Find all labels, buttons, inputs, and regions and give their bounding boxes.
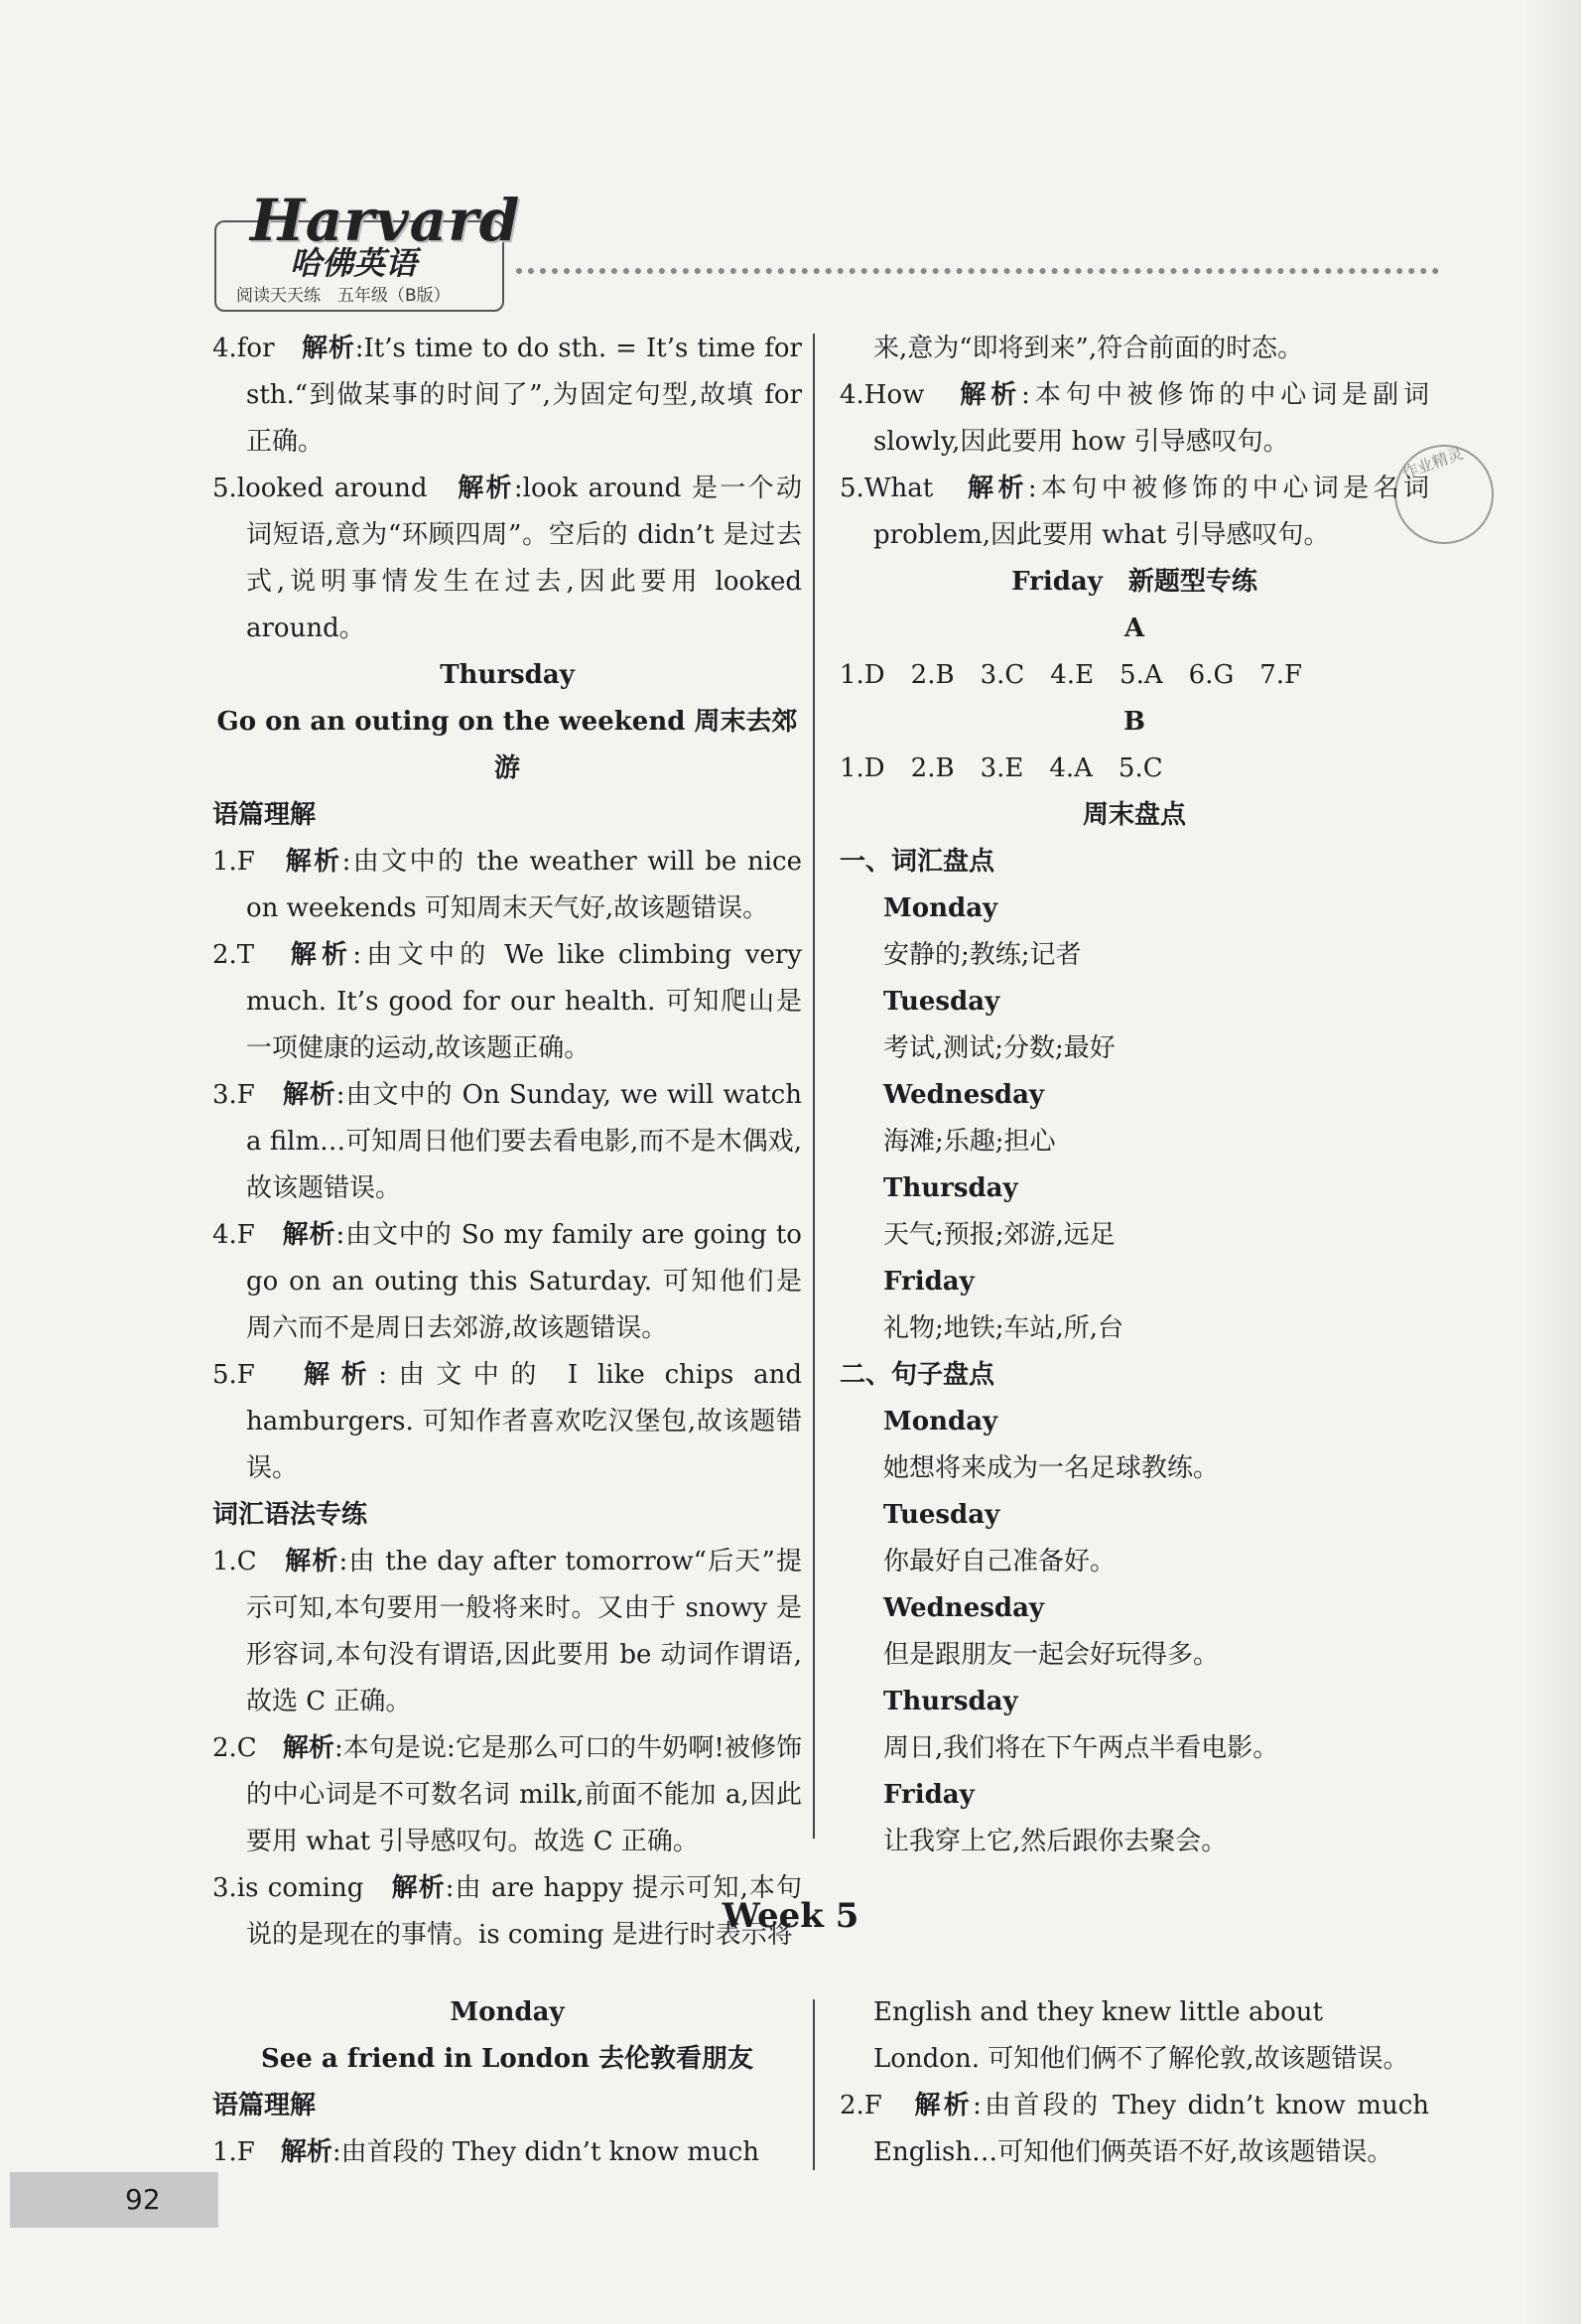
review-day: Tuesday: [883, 1500, 1000, 1530]
part-label: B: [1123, 707, 1145, 737]
answer-item: 3.is coming 解析:由 are happy 提示可知,本句说的是现在的事情。is coming 是进行时表示将: [212, 1873, 802, 1950]
review-day: Wednesday: [883, 1593, 1045, 1623]
brand-title: Harvard: [250, 187, 521, 254]
section-heading: 一、词汇盘点: [840, 847, 995, 877]
answer-item: 4.for 解析:It’s time to do sth. = It’s time for sth.“到做某事的时间了”,为固定句型,故填 for 正确。: [212, 334, 802, 457]
answer-item: 1.F 解析:由文中的 the weather will be nice on weekends 可知周末天气好,故该题错误。: [212, 847, 802, 923]
review-day: Tuesday: [883, 987, 1000, 1017]
section-heading: 二、句子盘点: [840, 1360, 995, 1390]
review-text: 她想将来成为一名足球教练。: [883, 1453, 1220, 1483]
review-day: Wednesday: [883, 1080, 1045, 1110]
brand-chinese-title: 哈佛英语: [290, 244, 418, 282]
brand-subtitle: 阅读天天练 五年级（B版）: [236, 286, 451, 306]
answer-item: 5.F 解析:由文中的 I like chips and hamburgers. 可知作者喜欢吃汉堡包,故该题错误。: [212, 1360, 802, 1483]
answer-item: 1.C 解析:由 the day after tomorrow“后天”提示可知,本句要用一般将来时。又由于 snowy 是形容词,本句没有谓语,因此要用 be 动词作谓语,故选 C 正确。: [212, 1547, 802, 1716]
answer-item: 2.C 解析:本句是说:它是那么可口的牛奶啊!被修饰的中心词是不可数名词 milk,前面不能加 a,因此要用 what 引导感叹句。故选 C 正确。: [212, 1733, 803, 1856]
page-number: 92: [10, 2172, 218, 2228]
answer-row: 1.D 2.B 3.E 4.A 5.C: [840, 753, 1163, 783]
answer-item: 3.F 解析:由文中的 On Sunday, we will watch a film…可知周日他们要去看电影,而不是木偶戏,故该题错误。: [212, 1080, 802, 1203]
day-heading: Monday: [450, 1997, 565, 2027]
review-text: 考试,测试;分数;最好: [883, 1033, 1116, 1063]
review-day: Thursday: [883, 1173, 1018, 1203]
passage-title: See a friend in London 去伦敦看朋友: [260, 2044, 754, 2074]
column-divider: [813, 334, 815, 1839]
review-text: 但是跟朋友一起会好玩得多。: [883, 1640, 1220, 1670]
header-dotted-rule: [516, 268, 1439, 274]
review-day: Monday: [883, 893, 998, 923]
answer-continuation: English and they knew little about London. 可知他们俩不了解伦敦,故该题错误。: [873, 1997, 1409, 2074]
left-column: [212, 326, 802, 1959]
review-day: Monday: [883, 1407, 998, 1436]
review-text: 天气;预报;郊游,远足: [883, 1220, 1116, 1250]
section-heading: 语篇理解: [212, 2091, 317, 2120]
right-column: [840, 326, 1429, 1865]
section-heading: 词汇语法专练: [212, 1500, 368, 1530]
review-text: 礼物;地铁;车站,所,台: [883, 1313, 1124, 1343]
bottom-right-column: [840, 1989, 1429, 2176]
part-label: A: [1123, 614, 1145, 643]
day-heading: Friday 新题型专练: [1011, 567, 1257, 597]
page-edge-shadow: [1525, 0, 1581, 2324]
watermark-stamp: 作业精灵: [1381, 431, 1508, 558]
review-text: 安静的;教练;记者: [883, 940, 1082, 970]
review-text: 你最好自己准备好。: [883, 1547, 1117, 1576]
section-heading: 语篇理解: [212, 800, 317, 830]
review-heading: 周末盘点: [1082, 800, 1186, 830]
review-day: Friday: [883, 1780, 975, 1810]
answer-row: 1.D 2.B 3.C 4.E 5.A 6.G 7.F: [840, 660, 1303, 690]
review-day: Friday: [883, 1267, 975, 1297]
week-heading: Week 5: [722, 1896, 859, 1936]
answer-item: 4.How 解析:本句中被修饰的中心词是副词 slowly,因此要用 how 引导感叹句。: [840, 380, 1430, 457]
answer-item: 5.looked around 解析:look around 是一个动词短语,意为“环顾四周”。空后的 didn’t 是过去式,说明事情发生在过去,因此要用 looked around。: [212, 474, 802, 643]
review-day: Thursday: [883, 1687, 1018, 1716]
passage-title: Go on an outing on the weekend 周末去郊游: [216, 707, 798, 783]
review-text: 让我穿上它,然后跟你去聚会。: [883, 1827, 1228, 1856]
answer-item: 2.T 解析:由文中的 We like climbing very much. It’s good for our health. 可知爬山是一项健康的运动,故该题正确。: [212, 940, 802, 1063]
column-divider: [813, 1999, 815, 2170]
day-heading: Thursday: [440, 660, 575, 690]
answer-continuation: 来,意为“即将到来”,符合前面的时态。: [873, 334, 1304, 363]
answer-item: 4.F 解析:由文中的 So my family are going to go on an outing this Saturday. 可知他们是周六而不是周日去郊游,故该题错误。: [212, 1220, 802, 1343]
answer-item: 1.F 解析:由首段的 They didn’t know much: [212, 2137, 760, 2167]
review-text: 周日,我们将在下午两点半看电影。: [883, 1733, 1279, 1763]
review-text: 海滩;乐趣;担心: [883, 1127, 1056, 1157]
bottom-left-column: [212, 1989, 802, 2176]
brand-logo: [210, 187, 521, 316]
answer-item: 5.What 解析:本句中被修饰的中心词是名词 problem,因此要用 what 引导感叹句。: [840, 474, 1429, 550]
answer-item: 2.F 解析:由首段的 They didn’t know much English…可知他们俩英语不好,故该题错误。: [840, 2091, 1429, 2167]
